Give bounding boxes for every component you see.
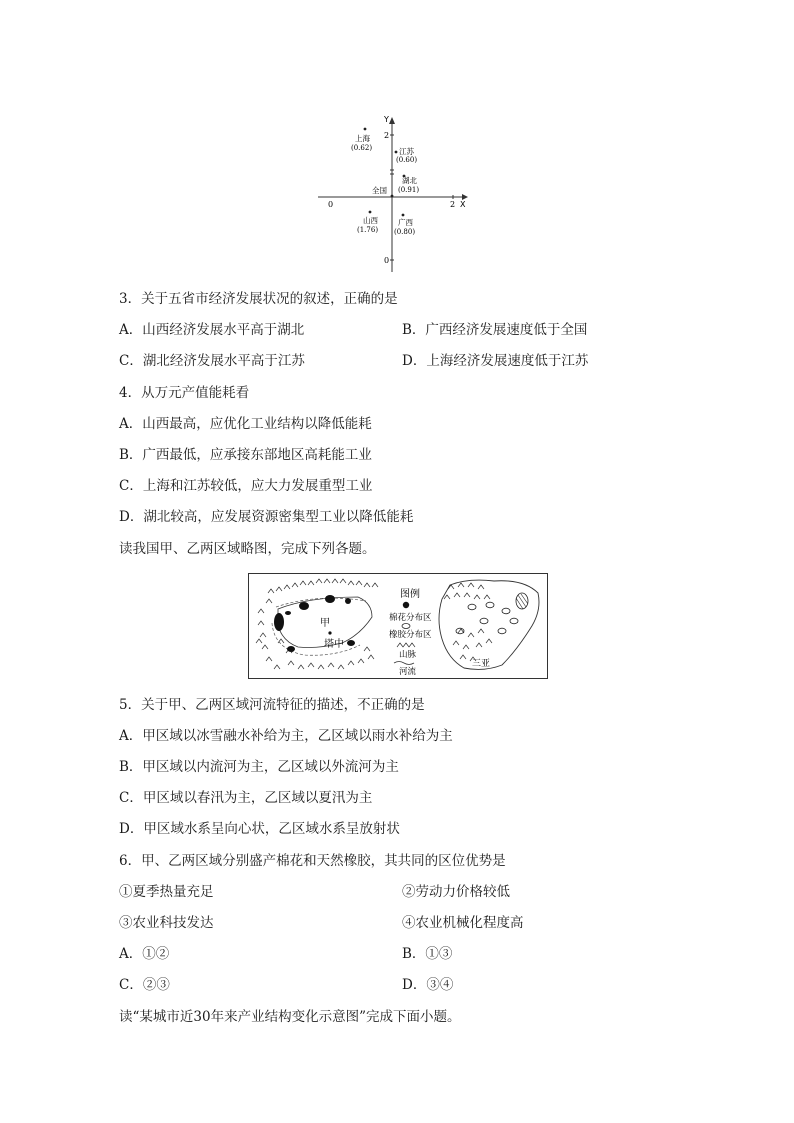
x-axis-label: X bbox=[460, 200, 466, 209]
point-name: 江苏 bbox=[399, 147, 414, 156]
label-tazhong: 塔中 bbox=[324, 639, 344, 650]
point-shanxi bbox=[357, 211, 378, 234]
q6-option-c[interactable]: C．②③ bbox=[119, 977, 170, 993]
q4-option-b[interactable]: B．广西最低，应承接东部地区高耗能工业 bbox=[119, 447, 372, 463]
cotton-area bbox=[285, 611, 291, 615]
cotton-area bbox=[287, 646, 295, 652]
y-axis-arrow bbox=[389, 117, 395, 124]
point-value: (0.91) bbox=[398, 186, 420, 194]
point-shanghai bbox=[351, 128, 372, 152]
point-value: (0.62) bbox=[351, 144, 373, 152]
point-marker bbox=[369, 211, 372, 214]
point-value: (0.60) bbox=[396, 156, 418, 164]
tick-y-top: 2 bbox=[384, 131, 390, 140]
q6-option-b[interactable]: B．①③ bbox=[402, 946, 453, 962]
cotton-area bbox=[325, 595, 335, 603]
point-name: 广西 bbox=[398, 218, 413, 227]
point-marker bbox=[402, 214, 405, 217]
regional-sketch-map bbox=[248, 573, 548, 679]
q5-option-c[interactable]: C．甲区域以春汛为主，乙区域以夏汛为主 bbox=[119, 790, 373, 806]
point-marker bbox=[395, 151, 398, 154]
point-value: (0.80) bbox=[394, 228, 416, 236]
cotton-area bbox=[299, 602, 309, 610]
point-marker bbox=[391, 195, 394, 198]
q4-option-c[interactable]: C．上海和江苏较低，应大力发展重型工业 bbox=[119, 478, 373, 494]
legend-river: 河流 bbox=[399, 667, 417, 677]
cotton-area bbox=[345, 598, 351, 604]
cotton-area bbox=[274, 613, 284, 631]
legend-title: 图例 bbox=[400, 589, 420, 600]
tick-y-bottom: 0 bbox=[384, 256, 390, 265]
q5-option-a[interactable]: A．甲区域以冰雪融水补给为主，乙区域以雨水补给为主 bbox=[119, 728, 453, 744]
legend-mountain: 山脉 bbox=[399, 650, 417, 660]
q6-option-a[interactable]: A．①② bbox=[119, 946, 170, 962]
tick-x-right: 2 bbox=[450, 200, 456, 209]
q5-option-b[interactable]: B．甲区域以内流河为主，乙区域以外流河为主 bbox=[119, 759, 399, 775]
economic-coordinate-figure bbox=[310, 112, 480, 277]
legend-cotton: 棉花分布区 bbox=[389, 613, 432, 623]
legend-rubber: 橡胶分布区 bbox=[389, 630, 432, 640]
q4-stem: 4．从万元产值能耗看 bbox=[119, 385, 250, 401]
point-guangxi bbox=[394, 214, 415, 236]
q6-option-d[interactable]: D．③④ bbox=[402, 977, 454, 993]
q5-stem: 5．关于甲、乙两区域河流特征的描述，不正确的是 bbox=[119, 697, 425, 713]
point-hubei bbox=[398, 175, 419, 194]
tick-x-left: 0 bbox=[328, 200, 334, 209]
q3-option-d[interactable]: D．上海经济发展速度低于江苏 bbox=[402, 353, 589, 369]
q6-stem: 6．甲、乙两区域分别盛产棉花和天然橡胶，其共同的区位优势是 bbox=[119, 853, 506, 869]
point-value: (1.76) bbox=[357, 226, 379, 234]
point-marker bbox=[364, 128, 367, 131]
q6-statement-2: ②劳动力价格较低 bbox=[402, 884, 510, 900]
q3-option-b[interactable]: B．广西经济发展速度低于全国 bbox=[402, 322, 588, 338]
q5-option-d[interactable]: D．甲区域水系呈向心状，乙区域水系呈放射状 bbox=[119, 821, 400, 837]
label-jia: 甲 bbox=[320, 618, 330, 629]
label-sanya: 三亚 bbox=[472, 659, 491, 669]
q3-option-c[interactable]: C．湖北经济发展水平高于江苏 bbox=[119, 353, 305, 369]
q3-option-a[interactable]: A．山西经济发展水平高于湖北 bbox=[119, 322, 305, 338]
point-name: 上海 bbox=[355, 134, 370, 143]
q3-stem: 3．关于五省市经济发展状况的叙述，正确的是 bbox=[119, 291, 398, 307]
point-name: 湖北 bbox=[402, 176, 417, 185]
point-jiangsu bbox=[395, 146, 418, 164]
q6-statement-1: ①夏季热量充足 bbox=[119, 884, 214, 900]
legend-cotton-symbol bbox=[403, 602, 409, 608]
map-frame bbox=[249, 574, 548, 679]
tazhong-marker bbox=[328, 631, 331, 634]
q6-statement-3: ③农业科技发达 bbox=[119, 915, 214, 931]
point-national bbox=[372, 185, 393, 197]
point-name: 山西 bbox=[363, 216, 378, 225]
intro-regions: 读我国甲、乙两区域略图，完成下列各题。 bbox=[119, 541, 376, 557]
cotton-area bbox=[347, 640, 355, 646]
q6-statement-4: ④农业机械化程度高 bbox=[402, 915, 524, 931]
point-name: 全国 bbox=[372, 186, 387, 195]
q4-option-d[interactable]: D．湖北较高，应发展资源密集型工业以降低能耗 bbox=[119, 509, 414, 525]
q4-option-a[interactable]: A．山西最高，应优化工业结构以降低能耗 bbox=[119, 416, 372, 432]
y-axis-label: Y bbox=[384, 115, 389, 124]
intro-industry: 读“某城市近30年来产业结构变化示意图”完成下面小题。 bbox=[119, 1009, 461, 1025]
